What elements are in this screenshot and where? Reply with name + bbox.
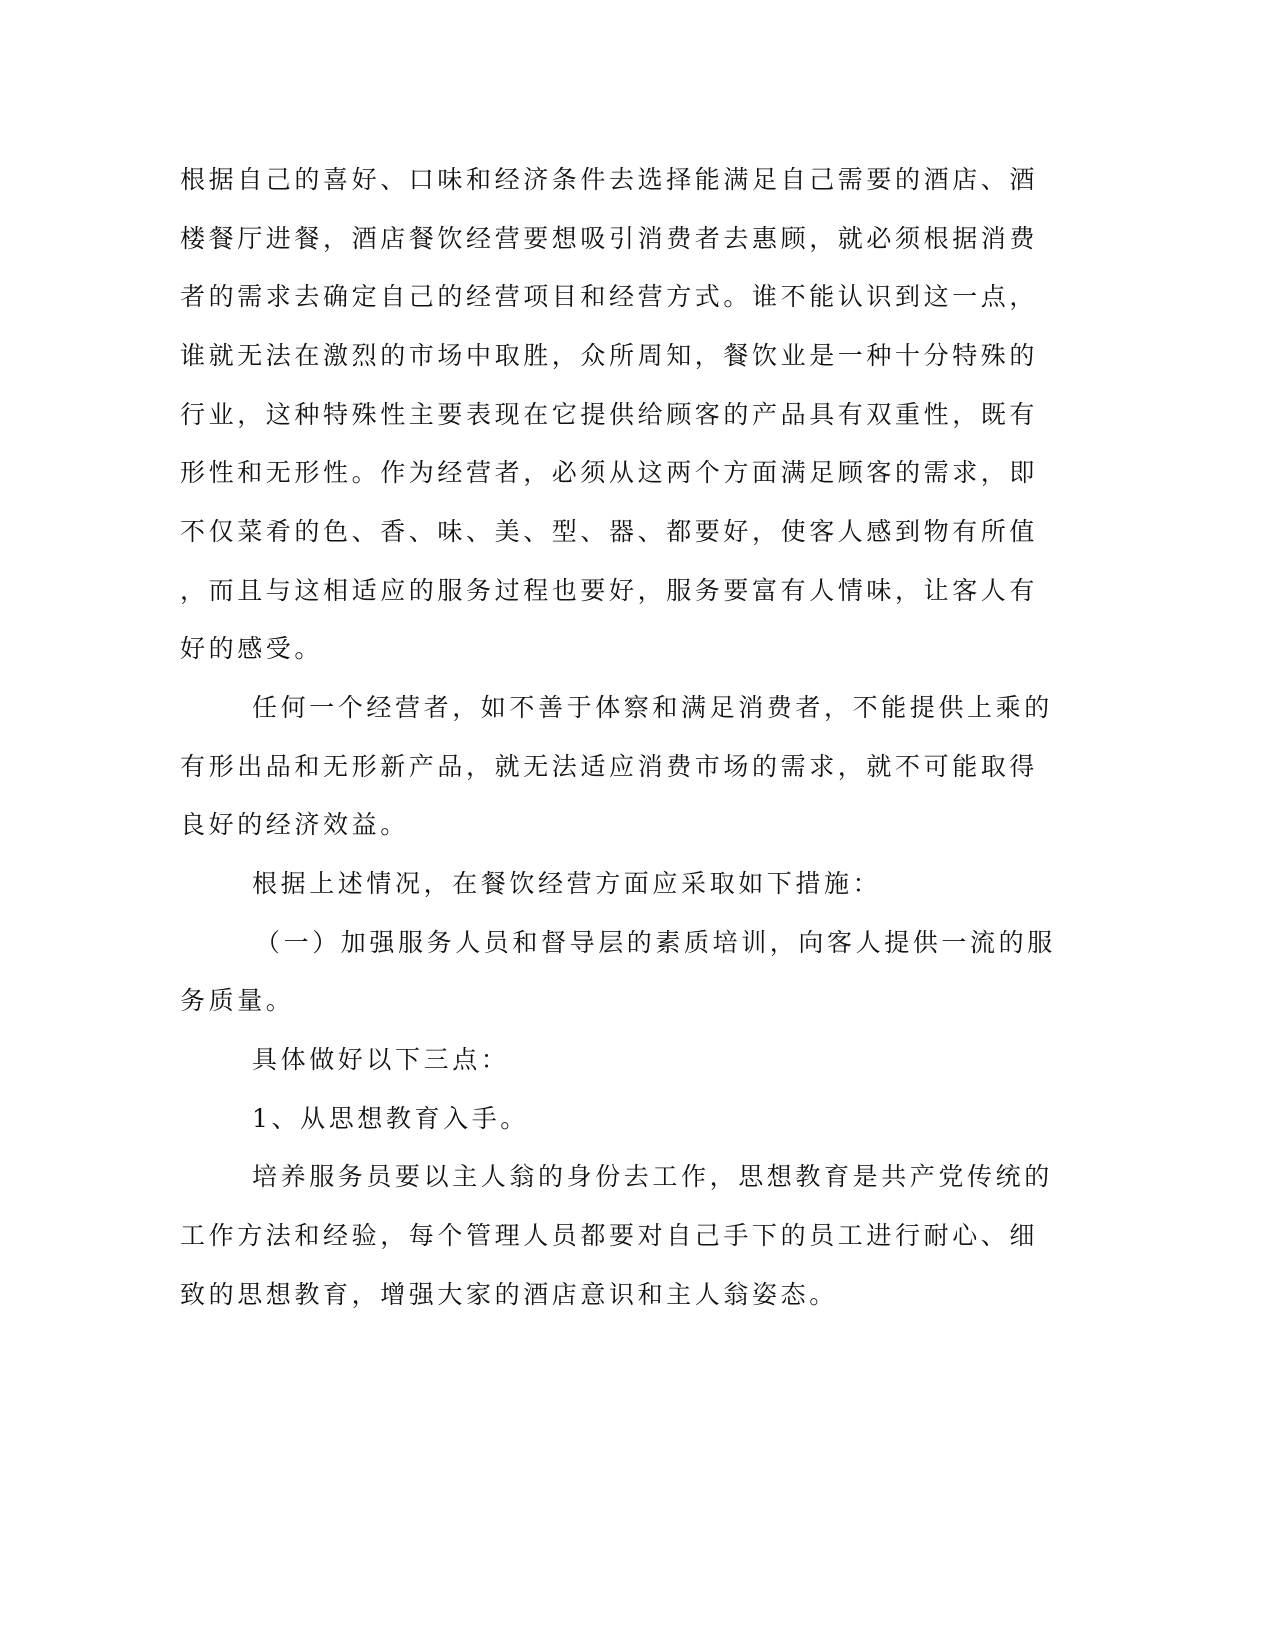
- text-line: 者的需求去确定自己的经营项目和经营方式。谁不能认识到这一点，: [180, 282, 1039, 311]
- text-line: 形性和无形性。作为经营者，必须从这两个方面满足顾客的需求，即: [180, 458, 1039, 487]
- paragraph-start: 根据上述情况，在餐饮经营方面应采取如下措施：: [252, 869, 882, 898]
- text-line: 致的思想教育，增强大家的酒店意识和主人翁姿态。: [180, 1280, 838, 1309]
- text-line: ，而且与这相适应的服务过程也要好，服务要富有人情味，让客人有: [180, 576, 1039, 605]
- text-line: 有形出品和无形新产品，就无法适应消费市场的需求，就不可能取得: [180, 752, 1039, 781]
- paragraph-start: 培养服务员要以主人翁的身份去工作，思想教育是共产党传统的: [252, 1162, 1053, 1191]
- text-line: 良好的经济效益。: [180, 810, 409, 839]
- text-line: 不仅菜肴的色、香、味、美、型、器、都要好，使客人感到物有所值: [180, 517, 1039, 546]
- list-item-heading: 1、从思想教育入手。: [252, 1104, 529, 1133]
- text-line: 楼餐厅进餐，酒店餐饮经营要想吸引消费者去惠顾，就必须根据消费: [180, 224, 1039, 253]
- paragraph-start: 具体做好以下三点：: [252, 1045, 510, 1074]
- text-line: 行业，这种特殊性主要表现在它提供给顾客的产品具有双重性，既有: [180, 400, 1039, 429]
- section-heading: （一）加强服务人员和督导层的素质培训，向客人提供一流的服: [255, 928, 1056, 957]
- text-line: 好的感受。: [180, 634, 324, 663]
- text-line: 谁就无法在激烈的市场中取胜，众所周知，餐饮业是一种十分特殊的: [180, 341, 1039, 370]
- text-line: 务质量。: [180, 986, 295, 1015]
- paragraph-start: 任何一个经营者，如不善于体察和满足消费者，不能提供上乘的: [252, 693, 1053, 722]
- text-line: 工作方法和经验，每个管理人员都要对自己手下的员工进行耐心、细: [180, 1221, 1039, 1250]
- text-line: 根据自己的喜好、口味和经济条件去选择能满足自己需要的酒店、酒: [180, 165, 1039, 194]
